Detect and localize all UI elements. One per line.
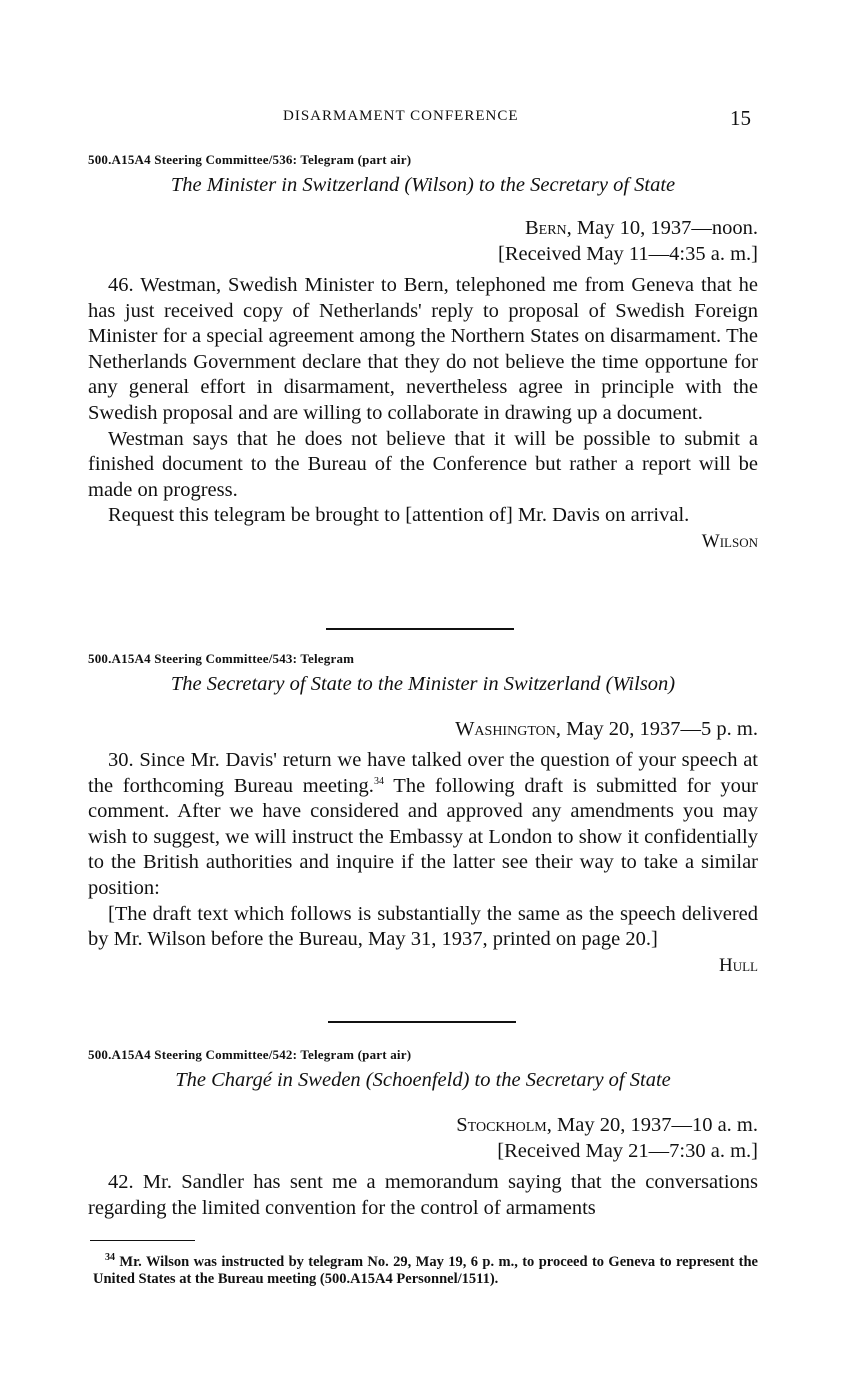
page-header: [0, 106, 861, 132]
telegram-title: The Secretary of State to the Minister in Switzerland (Wilson): [170, 673, 676, 695]
telegram-title: The Minister in Switzerland (Wilson) to the Secretary of State: [170, 174, 676, 196]
paragraph: Westman says that he does not believe that it will be possible to submit a finished document to the Bureau of the Conference but rather a report will be made on progress.: [88, 427, 758, 501]
section-divider: [326, 628, 514, 630]
paragraph: [The draft text which follows is substantially the same as the speech delivered by Mr. Wilson before the Bureau, May 31, 1937, printed on page 20.]: [88, 902, 758, 951]
dateline: [88, 716, 758, 742]
telegram-2: [88, 651, 758, 977]
date: , May 20, 1937—10 a. m.: [546, 1114, 758, 1136]
place: Washington: [455, 718, 556, 740]
footnote-ref[interactable]: 34: [373, 775, 384, 787]
received-note: [Received May 11—4:35 a. m.]: [498, 243, 758, 265]
file-reference: 500.A15A4 Steering Committee/543: Telegram: [88, 651, 355, 666]
telegram-1: [88, 152, 758, 553]
date: , May 10, 1937—noon.: [566, 217, 758, 239]
signature: Wilson: [701, 530, 758, 552]
footnote-text: Mr. Wilson was instructed by telegram No. 29, May 19, 6 p. m., to proceed to Geneva to represent the United States at the Bureau meeting (500.A15A4 Personnel/1511).: [93, 1254, 758, 1287]
dateline: [88, 1112, 758, 1164]
page-number: 15: [730, 106, 751, 130]
paragraph-text: The following draft is submitted for your comment. After we have considered and approved any amendments you may wish to suggest, we will instruct the Embassy at London to show it confidentially to the British authorities and inquire if the latter see their way to take a similar position:: [88, 774, 758, 899]
running-head: DISARMAMENT CONFERENCE: [283, 108, 519, 124]
file-reference: 500.A15A4 Steering Committee/542: Telegram (part air): [88, 1047, 412, 1062]
footnote-marker: 34: [105, 1252, 115, 1264]
telegram-3: [88, 1047, 758, 1221]
paragraph: [88, 748, 758, 902]
file-reference: 500.A15A4 Steering Committee/536: Telegram (part air): [88, 152, 412, 167]
received-note: [Received May 21—7:30 a. m.]: [497, 1140, 758, 1162]
footnote-divider: [90, 1240, 195, 1241]
footnote: [93, 1254, 758, 1288]
paragraph: 46. Westman, Swedish Minister to Bern, telephoned me from Geneva that he has just received copy of Netherlands' reply to proposal of Swedish Foreign Minister for a special agreement among the Northern States on disarmament. The Netherlands Government declare that they do not believe the time opportune for any general effort in disarmament, nevertheless agree in principle with the Swedish proposal and are willing to collaborate in drawing up a document.: [88, 274, 758, 424]
dateline: [88, 215, 758, 267]
signature: Hull: [719, 954, 758, 976]
paragraph: Request this telegram be brought to [attention of] Mr. Davis on arrival.: [108, 504, 690, 527]
paragraph: 42. Mr. Sandler has sent me a memorandum saying that the conversations regarding the limited convention for the control of armaments: [88, 1171, 758, 1219]
telegram-title: The Chargé in Sweden (Schoenfeld) to the Secretary of State: [175, 1069, 671, 1091]
section-divider: [328, 1021, 516, 1023]
date: , May 20, 1937—5 p. m.: [555, 718, 758, 740]
paragraph-text: 30. Since Mr. Davis' return we have talked over the question of your speech at the forthcoming Bureau meeting.: [88, 749, 758, 797]
place: Bern: [524, 217, 567, 239]
place: Stockholm: [456, 1114, 547, 1136]
